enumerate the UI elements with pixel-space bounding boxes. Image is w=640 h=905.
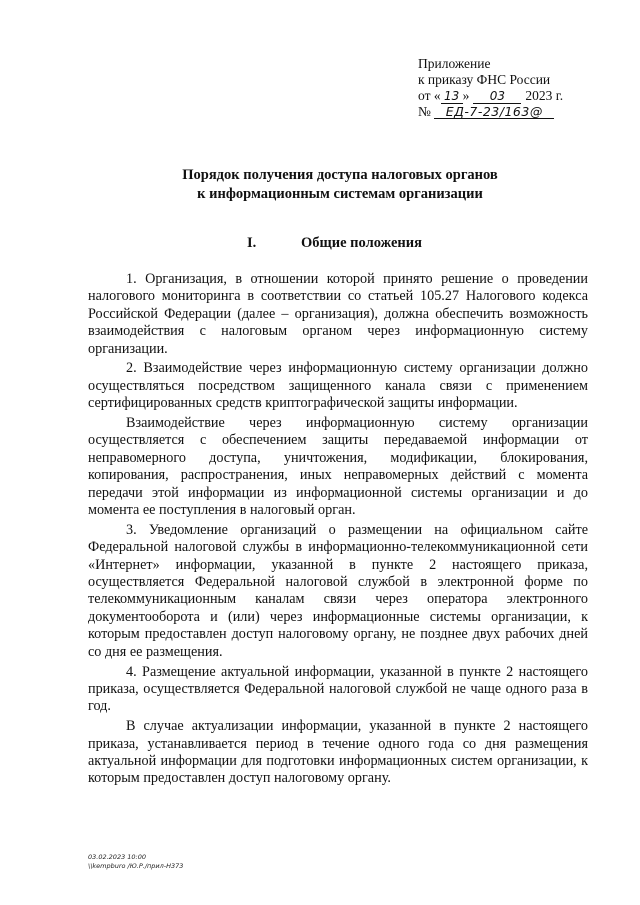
footer-stamp [88, 853, 183, 871]
date-day-handwritten: 13 [441, 90, 463, 104]
approval-number [418, 104, 618, 120]
approval-line-1: Приложение [418, 56, 491, 71]
section-title: Общие положения [301, 235, 422, 251]
footer-line-2: \\kempburo /Ю.Р./прил-Н373 [88, 862, 184, 870]
date-month-handwritten: 03 [473, 90, 521, 104]
title-line-2: к информационным системам организации [197, 186, 483, 202]
title-line-1: Порядок получения доступа налоговых органов [182, 167, 498, 183]
order-number-handwritten: ЕД-7-23/163@ [434, 105, 554, 119]
paragraph-2: 2. Взаимодействие через информационную систему организации должно осуществляться посредством защищенного канала связи с применением сертифицированных средств криптографической защиты информации. [88, 360, 588, 412]
document-title [60, 166, 620, 204]
paragraph-1: 1. Организация, в отношении которой принято решение о проведении налогового мониторинга в соответствии со статьей 105.27 Налогового кодекса Российской Федерации (далее – организация), должна обеспечить возможность взаимодействия с налоговым органом через информационную систему организации. [88, 271, 588, 357]
approval-line-2: к приказу ФНС России [418, 72, 551, 87]
date-year: 2023 г. [525, 88, 564, 103]
footer-line-1: 03.02.2023 10:00 [88, 853, 147, 861]
date-prefix: от « [418, 88, 441, 103]
paragraph-5: 4. Размещение актуальной информации, указанной в пункте 2 настоящего приказа, осуществляется Федеральной налоговой службой не чаще одного раза в год. [88, 663, 588, 715]
approval-date [418, 88, 618, 104]
approval-block [418, 56, 618, 120]
paragraph-3: Взаимодействие через информационную систему организации осуществляется с обеспечением защиты передаваемой информации от неправомерного доступа, уничтожения, модификации, блокирования, копирования, распространения, иных неправомерных действий с момента передачи этой информации из информационной системы организации и до момента ее поступления в налоговый орган. [88, 415, 588, 519]
date-mid: » [462, 88, 470, 103]
number-prefix: № [418, 104, 431, 119]
paragraph-4: 3. Уведомление организаций о размещении на официальном сайте Федеральной налоговой службы в информационно-телекоммуникационной сети «Интернет» информации, указанной в пункте 2 настоящего приказа, осуществляется Федеральной налоговой службой в электронной форме по телекоммуникационным каналам связи через оператора электронного документооборота и (или) через информационные системы организации, к которым предоставлен доступ налоговому органу, не позднее двух рабочих дней со дня ее размещения. [88, 521, 588, 660]
body-text [88, 271, 588, 790]
paragraph-6: В случае актуализации информации, указанной в пункте 2 настоящего приказа, устанавливается период в течение одного года со дня размещения актуальной информации для подготовки информационных систем организации, к которым предоставлен доступ налоговому органу. [88, 718, 588, 787]
section-number: I. [247, 235, 257, 251]
